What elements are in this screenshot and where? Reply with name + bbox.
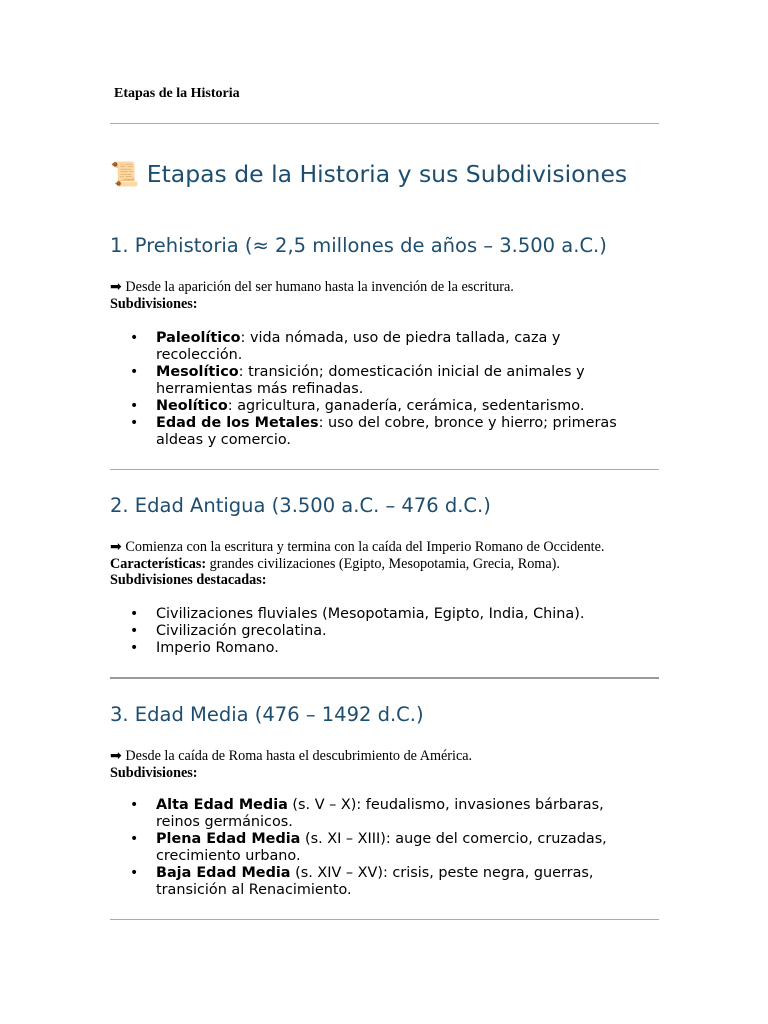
- characteristics-label: Características:: [110, 556, 207, 572]
- list-item: [110, 398, 630, 415]
- list-item-text: Imperio Romano.: [156, 640, 279, 656]
- section-heading-edad-antigua: 2. Edad Antigua (3.500 a.C. – 476 d.C.): [110, 494, 491, 517]
- list-item: [110, 640, 630, 657]
- main-title: 📜 Etapas de la Historia y sus Subdivisiones: [110, 160, 628, 188]
- list-item: [110, 831, 630, 865]
- list-item-term: Edad de los Metales: [156, 415, 319, 431]
- list-item: [110, 623, 630, 640]
- list-item-term: Neolítico: [156, 398, 228, 414]
- subdivisions-label-text: Subdivisiones:: [110, 296, 198, 312]
- characteristics-line: [110, 556, 560, 573]
- edad-antigua-list: [110, 606, 630, 657]
- subdivisions-label-edad-media: [110, 765, 198, 782]
- list-item: [110, 415, 630, 449]
- subdivisions-label-text: Subdivisiones:: [110, 765, 198, 781]
- list-item-text: (s. V – X): feudalismo, invasiones bárbaras, reinos germánicos.: [156, 797, 604, 830]
- section-divider: [110, 919, 659, 920]
- list-item-term: Plena Edad Media: [156, 831, 301, 847]
- list-item-term: Baja Edad Media: [156, 865, 291, 881]
- section-intro-edad-media: ➡ Desde la caída de Roma hasta el descubrimiento de América.: [110, 748, 473, 764]
- list-item-text: (s. XIV – XV): crisis, peste negra, guerras, transición al Renacimiento.: [156, 865, 594, 898]
- edad-media-list: [110, 797, 630, 899]
- list-item-text: : vida nómada, uso de piedra tallada, caza y recolección.: [156, 330, 561, 363]
- list-item-text: : transición; domesticación inicial de animales y herramientas más refinadas.: [156, 364, 585, 397]
- subdivisions-label-text: Subdivisiones destacadas:: [110, 572, 267, 588]
- subdivisions-label-prehistoria: [110, 296, 198, 313]
- list-item-text: Civilizaciones fluviales (Mesopotamia, Egipto, India, China).: [156, 606, 585, 622]
- list-item-text: : uso del cobre, bronce y hierro; primeras aldeas y comercio.: [156, 415, 617, 448]
- section-heading-edad-media: 3. Edad Media (476 – 1492 d.C.): [110, 703, 424, 726]
- document-header-title: Etapas de la Historia: [114, 86, 240, 101]
- list-item-term: Paleolítico: [156, 330, 241, 346]
- list-item-text: : agricultura, ganadería, cerámica, sedentarismo.: [227, 398, 585, 414]
- section-heading-prehistoria: 1. Prehistoria (≈ 2,5 millones de años – 3.500 a.C.): [110, 234, 607, 257]
- header-divider: [110, 123, 659, 124]
- characteristics-text: grandes civilizaciones (Egipto, Mesopotamia, Grecia, Roma).: [206, 556, 560, 572]
- list-item-term: Alta Edad Media: [156, 797, 288, 813]
- prehistoria-list: [110, 330, 630, 449]
- subdivisions-label-edad-antigua: [110, 572, 267, 589]
- list-item-term: Mesolítico: [156, 364, 239, 380]
- list-item: [110, 797, 630, 831]
- list-item: [110, 606, 630, 623]
- section-divider: [110, 677, 659, 679]
- list-item-text: (s. XI – XIII): auge del comercio, cruzadas, crecimiento urbano.: [156, 831, 607, 864]
- section-divider: [110, 469, 659, 470]
- section-intro-prehistoria: ➡ Desde la aparición del ser humano hasta la invención de la escritura.: [110, 279, 514, 295]
- list-item: [110, 330, 630, 364]
- list-item: [110, 865, 630, 899]
- list-item-text: Civilización grecolatina.: [156, 623, 327, 639]
- list-item: [110, 364, 630, 398]
- section-intro-edad-antigua: ➡ Comienza con la escritura y termina con la caída del Imperio Romano de Occidente.: [110, 539, 605, 555]
